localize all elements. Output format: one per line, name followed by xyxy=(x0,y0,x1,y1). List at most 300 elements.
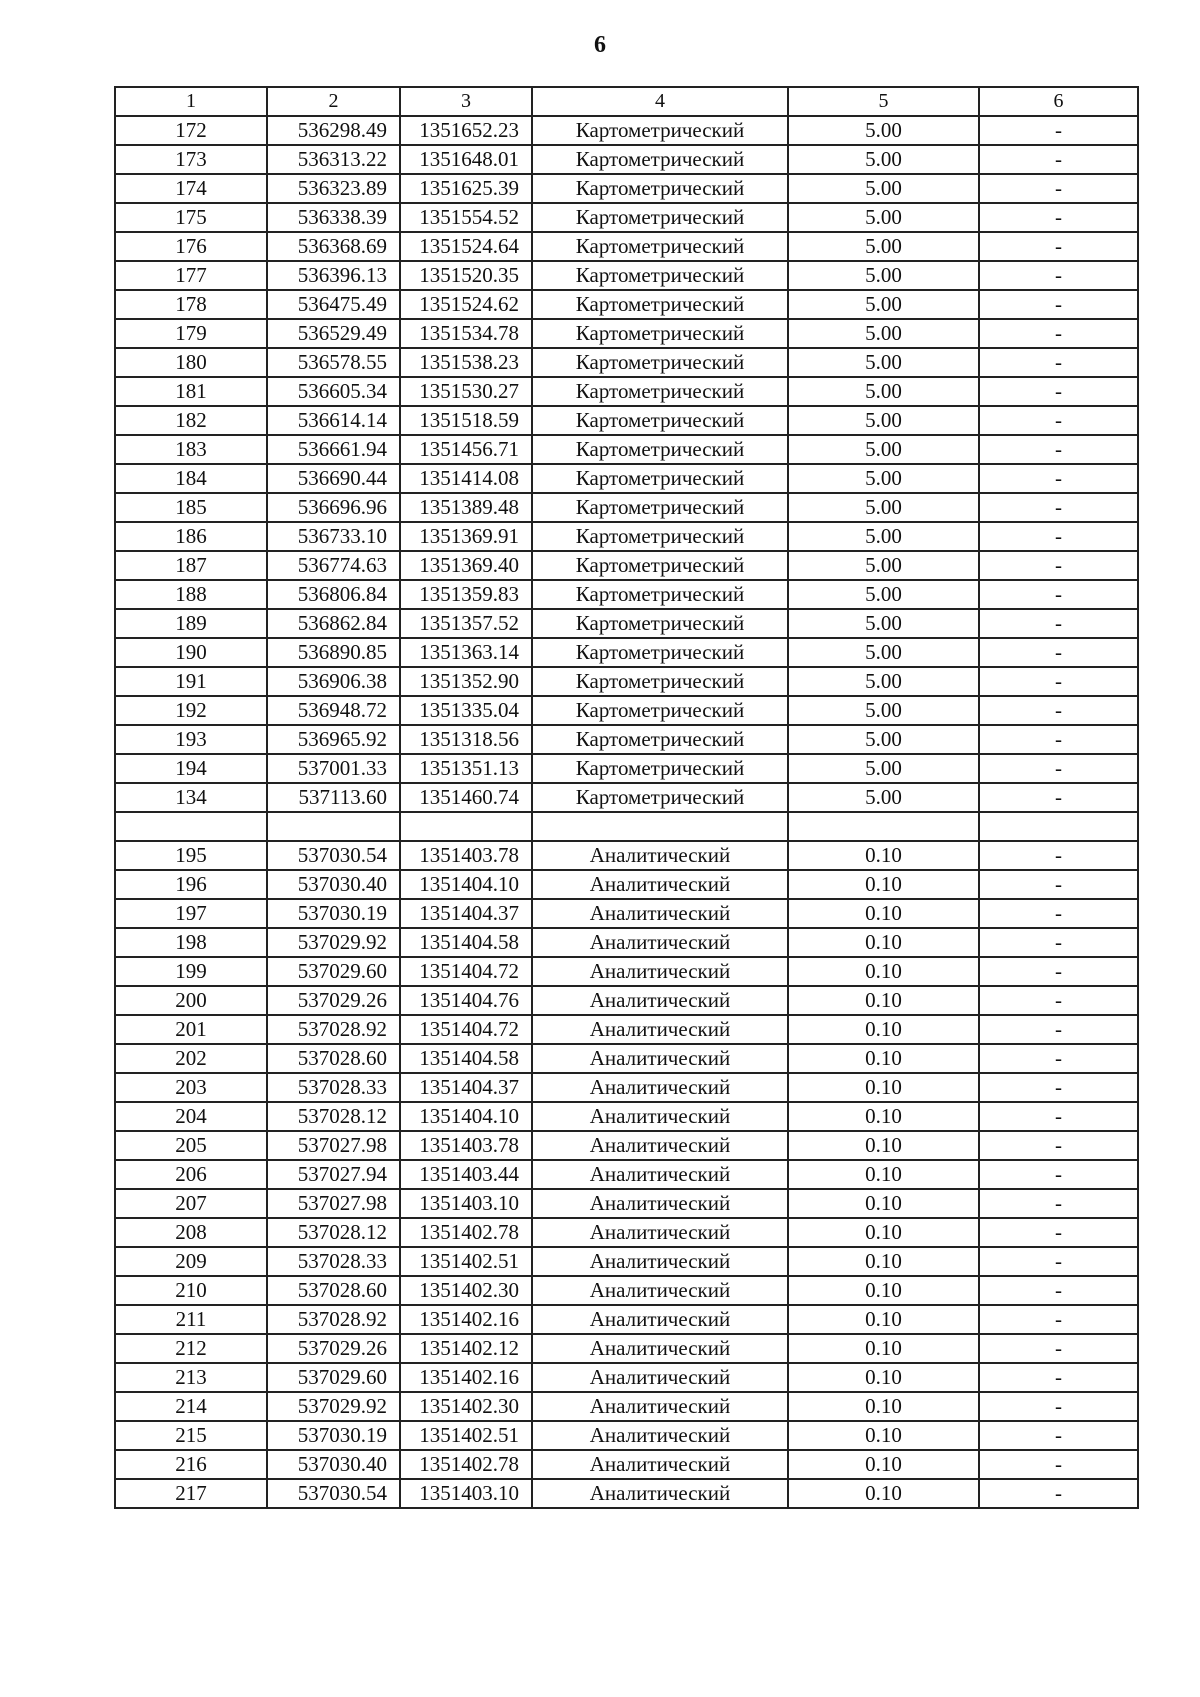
y-coordinate-cell: 1351359.83 xyxy=(400,580,532,609)
table-row xyxy=(115,667,1138,696)
x-coordinate-cell: 536323.89 xyxy=(267,174,400,203)
point-number-cell: 198 xyxy=(115,928,267,957)
y-coordinate-cell: 1351404.72 xyxy=(400,957,532,986)
y-coordinate-cell: 1351402.16 xyxy=(400,1363,532,1392)
point-number-cell: 179 xyxy=(115,319,267,348)
point-number-cell: 202 xyxy=(115,1044,267,1073)
y-coordinate-cell: 1351520.35 xyxy=(400,261,532,290)
accuracy-cell: 5.00 xyxy=(788,696,979,725)
accuracy-cell: 0.10 xyxy=(788,1392,979,1421)
point-number-cell: 200 xyxy=(115,986,267,1015)
point-number-cell: 203 xyxy=(115,1073,267,1102)
y-coordinate-cell: 1351403.78 xyxy=(400,841,532,870)
point-number-cell: 205 xyxy=(115,1131,267,1160)
x-coordinate-cell: 537030.54 xyxy=(267,841,400,870)
y-coordinate-cell: 1351357.52 xyxy=(400,609,532,638)
point-number-cell: 215 xyxy=(115,1421,267,1450)
y-coordinate-cell: 1351530.27 xyxy=(400,377,532,406)
point-number-cell: 207 xyxy=(115,1189,267,1218)
method-cell: Картометрический xyxy=(532,319,788,348)
y-coordinate-cell: 1351404.10 xyxy=(400,1102,532,1131)
note-cell: - xyxy=(979,290,1138,319)
note-cell: - xyxy=(979,493,1138,522)
y-coordinate-cell: 1351402.12 xyxy=(400,1334,532,1363)
note-cell: - xyxy=(979,261,1138,290)
y-coordinate-cell: 1351404.37 xyxy=(400,1073,532,1102)
accuracy-cell: 5.00 xyxy=(788,783,979,812)
note-cell: - xyxy=(979,377,1138,406)
x-coordinate-cell: 537028.60 xyxy=(267,1276,400,1305)
x-coordinate-cell: 536298.49 xyxy=(267,116,400,145)
y-coordinate-cell: 1351369.40 xyxy=(400,551,532,580)
table-row xyxy=(115,1102,1138,1131)
table-row xyxy=(115,319,1138,348)
accuracy-cell: 5.00 xyxy=(788,261,979,290)
x-coordinate-cell: 537028.92 xyxy=(267,1015,400,1044)
x-coordinate-cell: 536578.55 xyxy=(267,348,400,377)
accuracy-cell: 0.10 xyxy=(788,1131,979,1160)
point-number-cell: 193 xyxy=(115,725,267,754)
header-cell-1: 1 xyxy=(115,87,267,116)
x-coordinate-cell: 536862.84 xyxy=(267,609,400,638)
table-row xyxy=(115,1044,1138,1073)
table-row xyxy=(115,1073,1138,1102)
note-cell: - xyxy=(979,232,1138,261)
x-coordinate-cell: 537029.92 xyxy=(267,928,400,957)
table-row xyxy=(115,638,1138,667)
point-number-cell: 173 xyxy=(115,145,267,174)
table-row xyxy=(115,1421,1138,1450)
table-row xyxy=(115,1131,1138,1160)
table-row xyxy=(115,696,1138,725)
x-coordinate-cell: 537028.12 xyxy=(267,1218,400,1247)
point-number-cell: 192 xyxy=(115,696,267,725)
x-coordinate-cell: 536696.96 xyxy=(267,493,400,522)
x-coordinate-cell: 537027.98 xyxy=(267,1189,400,1218)
method-cell: Картометрический xyxy=(532,464,788,493)
table-row xyxy=(115,1334,1138,1363)
y-coordinate-cell: 1351389.48 xyxy=(400,493,532,522)
accuracy-cell: 5.00 xyxy=(788,493,979,522)
method-cell: Аналитический xyxy=(532,928,788,957)
x-coordinate-cell: 537030.54 xyxy=(267,1479,400,1508)
y-coordinate-cell: 1351402.78 xyxy=(400,1218,532,1247)
y-coordinate-cell: 1351403.10 xyxy=(400,1189,532,1218)
point-number-cell: 206 xyxy=(115,1160,267,1189)
note-cell: - xyxy=(979,667,1138,696)
note-cell: - xyxy=(979,1392,1138,1421)
table-row xyxy=(115,1276,1138,1305)
note-cell: - xyxy=(979,464,1138,493)
y-coordinate-cell: 1351403.44 xyxy=(400,1160,532,1189)
note-cell: - xyxy=(979,928,1138,957)
point-number-cell: 182 xyxy=(115,406,267,435)
accuracy-cell: 0.10 xyxy=(788,1102,979,1131)
accuracy-cell: 0.10 xyxy=(788,1015,979,1044)
method-cell: Аналитический xyxy=(532,1131,788,1160)
note-cell: - xyxy=(979,435,1138,464)
note-cell: - xyxy=(979,406,1138,435)
page-number: 6 xyxy=(594,32,606,58)
accuracy-cell: 0.10 xyxy=(788,1218,979,1247)
y-coordinate-cell: 1351402.51 xyxy=(400,1421,532,1450)
note-cell: - xyxy=(979,1247,1138,1276)
x-coordinate-cell: 536396.13 xyxy=(267,261,400,290)
note-cell: - xyxy=(979,1305,1138,1334)
x-coordinate-cell: 536529.49 xyxy=(267,319,400,348)
point-number-cell: 181 xyxy=(115,377,267,406)
y-coordinate-cell: 1351403.10 xyxy=(400,1479,532,1508)
note-cell: - xyxy=(979,1276,1138,1305)
y-coordinate-cell: 1351625.39 xyxy=(400,174,532,203)
point-number-cell: 217 xyxy=(115,1479,267,1508)
table-row xyxy=(115,116,1138,145)
method-cell: Аналитический xyxy=(532,1218,788,1247)
accuracy-cell: 0.10 xyxy=(788,1479,979,1508)
table-row xyxy=(115,1247,1138,1276)
table-row xyxy=(115,232,1138,261)
header-cell-5: 5 xyxy=(788,87,979,116)
x-coordinate-cell: 536965.92 xyxy=(267,725,400,754)
y-coordinate-cell: 1351402.30 xyxy=(400,1392,532,1421)
note-cell: - xyxy=(979,986,1138,1015)
accuracy-cell: 0.10 xyxy=(788,1334,979,1363)
note-cell: - xyxy=(979,522,1138,551)
table-row xyxy=(115,1363,1138,1392)
note-cell xyxy=(979,812,1138,841)
table-row xyxy=(115,1479,1138,1508)
note-cell: - xyxy=(979,1102,1138,1131)
method-cell: Аналитический xyxy=(532,1015,788,1044)
method-cell: Аналитический xyxy=(532,1363,788,1392)
method-cell: Аналитический xyxy=(532,1073,788,1102)
accuracy-cell: 5.00 xyxy=(788,435,979,464)
header-row xyxy=(115,87,1138,116)
point-number-cell xyxy=(115,812,267,841)
y-coordinate-cell: 1351456.71 xyxy=(400,435,532,464)
point-number-cell: 196 xyxy=(115,870,267,899)
y-coordinate-cell: 1351351.13 xyxy=(400,754,532,783)
x-coordinate-cell: 536475.49 xyxy=(267,290,400,319)
method-cell: Картометрический xyxy=(532,725,788,754)
table-row xyxy=(115,464,1138,493)
x-coordinate-cell: 537028.60 xyxy=(267,1044,400,1073)
x-coordinate-cell: 536661.94 xyxy=(267,435,400,464)
x-coordinate-cell: 537030.40 xyxy=(267,870,400,899)
x-coordinate-cell: 537028.33 xyxy=(267,1247,400,1276)
note-cell: - xyxy=(979,1450,1138,1479)
y-coordinate-cell: 1351402.16 xyxy=(400,1305,532,1334)
method-cell: Картометрический xyxy=(532,116,788,145)
x-coordinate-cell: 537001.33 xyxy=(267,754,400,783)
x-coordinate-cell: 536605.34 xyxy=(267,377,400,406)
table-row xyxy=(115,928,1138,957)
point-number-cell: 209 xyxy=(115,1247,267,1276)
note-cell: - xyxy=(979,754,1138,783)
point-number-cell: 195 xyxy=(115,841,267,870)
accuracy-cell: 5.00 xyxy=(788,377,979,406)
point-number-cell: 211 xyxy=(115,1305,267,1334)
method-cell: Аналитический xyxy=(532,986,788,1015)
y-coordinate-cell: 1351403.78 xyxy=(400,1131,532,1160)
point-number-cell: 204 xyxy=(115,1102,267,1131)
note-cell: - xyxy=(979,841,1138,870)
x-coordinate-cell xyxy=(267,812,400,841)
method-cell: Аналитический xyxy=(532,1305,788,1334)
note-cell: - xyxy=(979,174,1138,203)
table-row xyxy=(115,1160,1138,1189)
accuracy-cell: 0.10 xyxy=(788,1247,979,1276)
y-coordinate-cell: 1351404.58 xyxy=(400,1044,532,1073)
method-cell: Картометрический xyxy=(532,174,788,203)
note-cell: - xyxy=(979,1073,1138,1102)
method-cell: Картометрический xyxy=(532,667,788,696)
x-coordinate-cell: 537028.12 xyxy=(267,1102,400,1131)
point-number-cell: 176 xyxy=(115,232,267,261)
accuracy-cell: 0.10 xyxy=(788,957,979,986)
accuracy-cell: 5.00 xyxy=(788,232,979,261)
method-cell: Картометрический xyxy=(532,754,788,783)
table-row xyxy=(115,348,1138,377)
y-coordinate-cell: 1351369.91 xyxy=(400,522,532,551)
method-cell: Картометрический xyxy=(532,377,788,406)
accuracy-cell: 5.00 xyxy=(788,551,979,580)
table-row xyxy=(115,783,1138,812)
x-coordinate-cell: 537113.60 xyxy=(267,783,400,812)
table-row xyxy=(115,1392,1138,1421)
point-number-cell: 188 xyxy=(115,580,267,609)
x-coordinate-cell: 536338.39 xyxy=(267,203,400,232)
x-coordinate-cell: 537029.92 xyxy=(267,1392,400,1421)
table-row xyxy=(115,841,1138,870)
table-header xyxy=(115,87,1138,116)
point-number-cell: 172 xyxy=(115,116,267,145)
method-cell: Картометрический xyxy=(532,493,788,522)
accuracy-cell: 0.10 xyxy=(788,870,979,899)
method-cell: Аналитический xyxy=(532,1102,788,1131)
accuracy-cell: 0.10 xyxy=(788,1276,979,1305)
table-body xyxy=(115,116,1138,1508)
accuracy-cell: 0.10 xyxy=(788,1450,979,1479)
table-row xyxy=(115,290,1138,319)
accuracy-cell xyxy=(788,812,979,841)
x-coordinate-cell: 537027.98 xyxy=(267,1131,400,1160)
point-number-cell: 190 xyxy=(115,638,267,667)
y-coordinate-cell: 1351352.90 xyxy=(400,667,532,696)
accuracy-cell: 5.00 xyxy=(788,667,979,696)
x-coordinate-cell: 537030.40 xyxy=(267,1450,400,1479)
accuracy-cell: 5.00 xyxy=(788,580,979,609)
point-number-cell: 178 xyxy=(115,290,267,319)
x-coordinate-cell: 536906.38 xyxy=(267,667,400,696)
x-coordinate-cell: 537029.26 xyxy=(267,1334,400,1363)
y-coordinate-cell: 1351534.78 xyxy=(400,319,532,348)
note-cell: - xyxy=(979,1160,1138,1189)
table-row xyxy=(115,493,1138,522)
method-cell: Аналитический xyxy=(532,1392,788,1421)
y-coordinate-cell: 1351404.72 xyxy=(400,1015,532,1044)
point-number-cell: 208 xyxy=(115,1218,267,1247)
y-coordinate-cell: 1351524.64 xyxy=(400,232,532,261)
method-cell: Картометрический xyxy=(532,406,788,435)
table-row xyxy=(115,899,1138,928)
note-cell: - xyxy=(979,1421,1138,1450)
x-coordinate-cell: 536806.84 xyxy=(267,580,400,609)
note-cell: - xyxy=(979,1218,1138,1247)
table-row xyxy=(115,986,1138,1015)
x-coordinate-cell: 536774.63 xyxy=(267,551,400,580)
y-coordinate-cell: 1351648.01 xyxy=(400,145,532,174)
point-number-cell: 184 xyxy=(115,464,267,493)
accuracy-cell: 5.00 xyxy=(788,406,979,435)
accuracy-cell: 0.10 xyxy=(788,1363,979,1392)
accuracy-cell: 5.00 xyxy=(788,522,979,551)
header-cell-2: 2 xyxy=(267,87,400,116)
table-row xyxy=(115,377,1138,406)
point-number-cell: 177 xyxy=(115,261,267,290)
point-number-cell: 199 xyxy=(115,957,267,986)
method-cell: Аналитический xyxy=(532,1044,788,1073)
y-coordinate-cell: 1351414.08 xyxy=(400,464,532,493)
point-number-cell: 134 xyxy=(115,783,267,812)
x-coordinate-cell: 537028.92 xyxy=(267,1305,400,1334)
accuracy-cell: 0.10 xyxy=(788,1421,979,1450)
accuracy-cell: 0.10 xyxy=(788,1044,979,1073)
note-cell: - xyxy=(979,696,1138,725)
method-cell: Аналитический xyxy=(532,1334,788,1363)
method-cell: Картометрический xyxy=(532,232,788,261)
note-cell: - xyxy=(979,609,1138,638)
table-row xyxy=(115,754,1138,783)
accuracy-cell: 5.00 xyxy=(788,348,979,377)
table-row xyxy=(115,725,1138,754)
method-cell: Аналитический xyxy=(532,1160,788,1189)
accuracy-cell: 0.10 xyxy=(788,986,979,1015)
y-coordinate-cell: 1351524.62 xyxy=(400,290,532,319)
note-cell: - xyxy=(979,957,1138,986)
table-row xyxy=(115,957,1138,986)
table-row xyxy=(115,1305,1138,1334)
y-coordinate-cell: 1351335.04 xyxy=(400,696,532,725)
table-row xyxy=(115,406,1138,435)
point-number-cell: 186 xyxy=(115,522,267,551)
x-coordinate-cell: 536313.22 xyxy=(267,145,400,174)
point-number-cell: 189 xyxy=(115,609,267,638)
point-number-cell: 213 xyxy=(115,1363,267,1392)
method-cell: Аналитический xyxy=(532,841,788,870)
x-coordinate-cell: 537029.60 xyxy=(267,957,400,986)
accuracy-cell: 0.10 xyxy=(788,1160,979,1189)
method-cell: Аналитический xyxy=(532,1450,788,1479)
x-coordinate-cell: 536690.44 xyxy=(267,464,400,493)
accuracy-cell: 5.00 xyxy=(788,290,979,319)
accuracy-cell: 0.10 xyxy=(788,841,979,870)
table-row xyxy=(115,174,1138,203)
method-cell: Картометрический xyxy=(532,522,788,551)
accuracy-cell: 5.00 xyxy=(788,638,979,667)
point-number-cell: 216 xyxy=(115,1450,267,1479)
y-coordinate-cell: 1351404.37 xyxy=(400,899,532,928)
accuracy-cell: 5.00 xyxy=(788,203,979,232)
table-row xyxy=(115,870,1138,899)
x-coordinate-cell: 537028.33 xyxy=(267,1073,400,1102)
accuracy-cell: 5.00 xyxy=(788,464,979,493)
method-cell: Картометрический xyxy=(532,609,788,638)
x-coordinate-cell: 536890.85 xyxy=(267,638,400,667)
method-cell: Картометрический xyxy=(532,203,788,232)
table-row xyxy=(115,1015,1138,1044)
note-cell: - xyxy=(979,116,1138,145)
note-cell: - xyxy=(979,580,1138,609)
note-cell: - xyxy=(979,145,1138,174)
table-row xyxy=(115,609,1138,638)
y-coordinate-cell: 1351318.56 xyxy=(400,725,532,754)
x-coordinate-cell: 536614.14 xyxy=(267,406,400,435)
x-coordinate-cell: 537029.26 xyxy=(267,986,400,1015)
method-cell: Картометрический xyxy=(532,580,788,609)
x-coordinate-cell: 537030.19 xyxy=(267,899,400,928)
point-number-cell: 197 xyxy=(115,899,267,928)
point-number-cell: 187 xyxy=(115,551,267,580)
accuracy-cell: 0.10 xyxy=(788,1305,979,1334)
method-cell: Аналитический xyxy=(532,1189,788,1218)
y-coordinate-cell: 1351460.74 xyxy=(400,783,532,812)
coordinates-table xyxy=(114,86,1139,1509)
table-row xyxy=(115,1218,1138,1247)
note-cell: - xyxy=(979,638,1138,667)
note-cell: - xyxy=(979,1131,1138,1160)
method-cell: Аналитический xyxy=(532,1247,788,1276)
note-cell: - xyxy=(979,1189,1138,1218)
y-coordinate-cell: 1351404.58 xyxy=(400,928,532,957)
table-row xyxy=(115,1450,1138,1479)
accuracy-cell: 5.00 xyxy=(788,319,979,348)
method-cell: Аналитический xyxy=(532,957,788,986)
method-cell: Аналитический xyxy=(532,899,788,928)
method-cell: Аналитический xyxy=(532,1479,788,1508)
note-cell: - xyxy=(979,551,1138,580)
point-number-cell: 191 xyxy=(115,667,267,696)
table-row xyxy=(115,1189,1138,1218)
table-row xyxy=(115,522,1138,551)
note-cell: - xyxy=(979,725,1138,754)
x-coordinate-cell: 537027.94 xyxy=(267,1160,400,1189)
point-number-cell: 183 xyxy=(115,435,267,464)
y-coordinate-cell: 1351402.78 xyxy=(400,1450,532,1479)
method-cell xyxy=(532,812,788,841)
y-coordinate-cell: 1351404.10 xyxy=(400,870,532,899)
y-coordinate-cell: 1351652.23 xyxy=(400,116,532,145)
note-cell: - xyxy=(979,1044,1138,1073)
point-number-cell: 180 xyxy=(115,348,267,377)
header-cell-6: 6 xyxy=(979,87,1138,116)
point-number-cell: 175 xyxy=(115,203,267,232)
point-number-cell: 194 xyxy=(115,754,267,783)
accuracy-cell: 0.10 xyxy=(788,899,979,928)
x-coordinate-cell: 536368.69 xyxy=(267,232,400,261)
method-cell: Аналитический xyxy=(532,870,788,899)
accuracy-cell: 0.10 xyxy=(788,1073,979,1102)
point-number-cell: 185 xyxy=(115,493,267,522)
method-cell: Картометрический xyxy=(532,290,788,319)
method-cell: Картометрический xyxy=(532,638,788,667)
x-coordinate-cell: 537030.19 xyxy=(267,1421,400,1450)
header-cell-3: 3 xyxy=(400,87,532,116)
table-row xyxy=(115,812,1138,841)
y-coordinate-cell: 1351404.76 xyxy=(400,986,532,1015)
y-coordinate-cell: 1351538.23 xyxy=(400,348,532,377)
point-number-cell: 212 xyxy=(115,1334,267,1363)
